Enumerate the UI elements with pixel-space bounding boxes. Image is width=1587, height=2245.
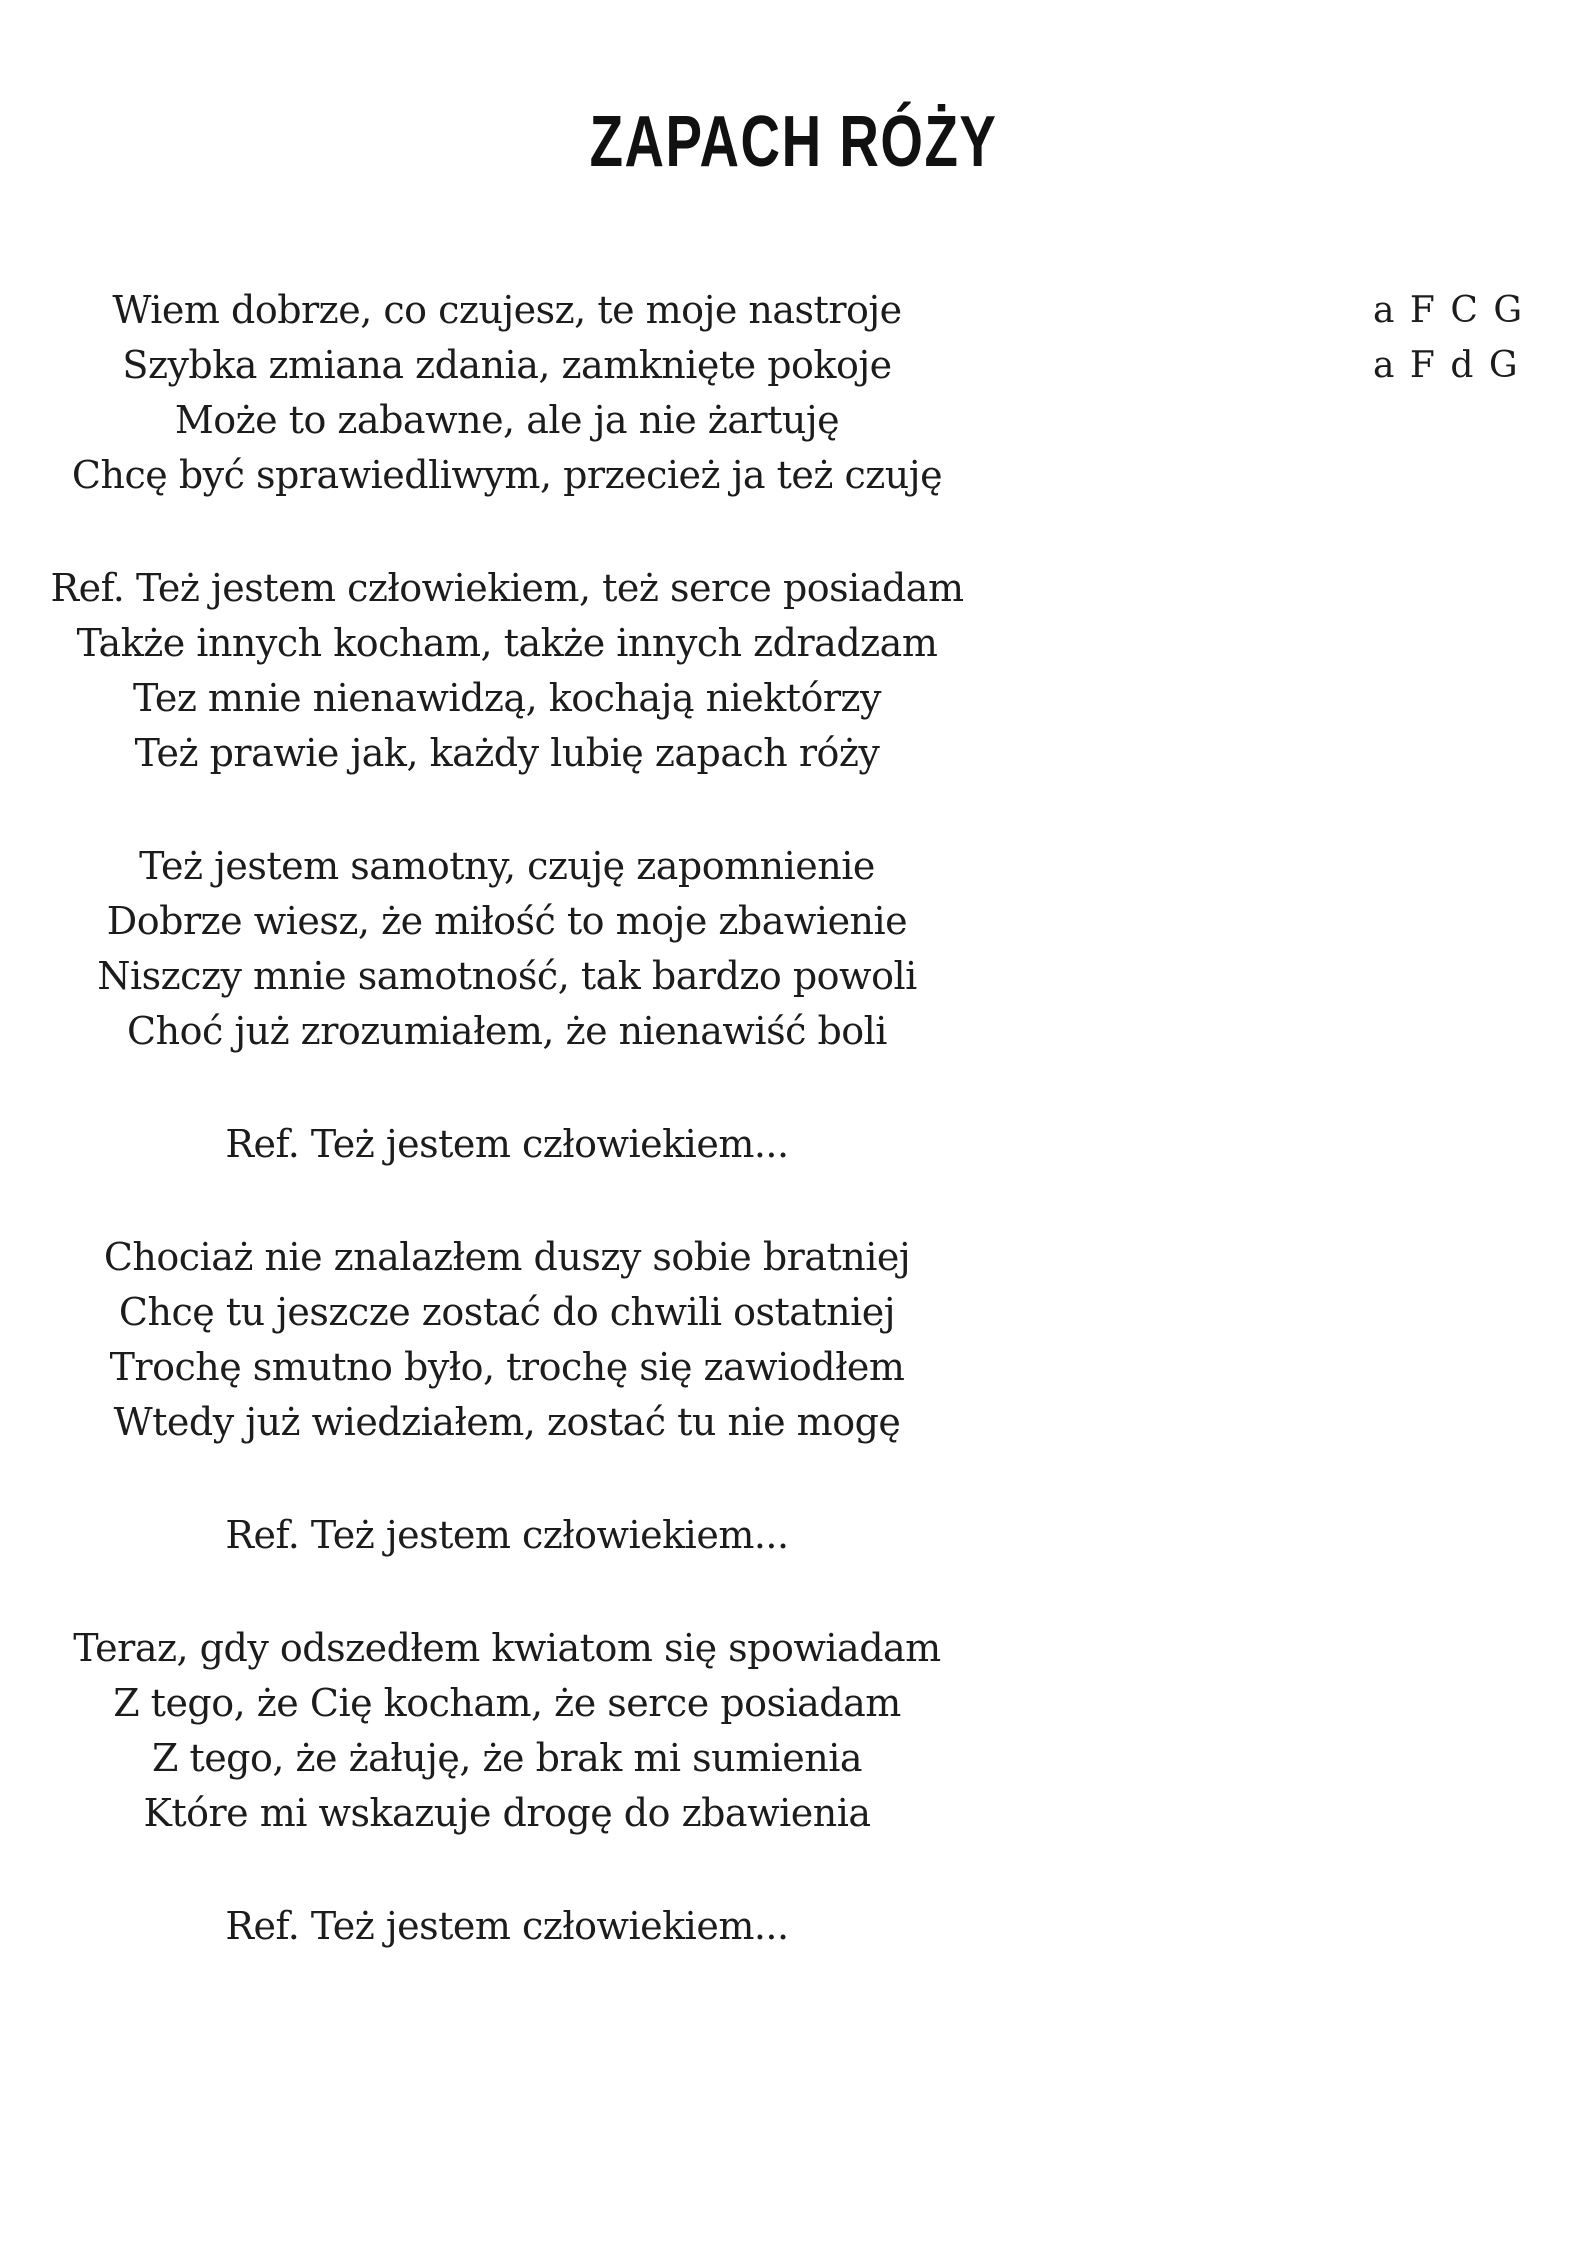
lyric-line: Choć już zrozumiałem, że nienawiść boli — [127, 1009, 887, 1053]
stanza-verse-3 — [0, 1230, 1014, 1450]
lyrics-body — [0, 283, 1014, 2012]
lyric-line: Ref. Też jestem człowiekiem... — [225, 1513, 789, 1557]
chord-line: a F C G — [1373, 290, 1525, 331]
lyric-line: Chcę tu jeszcze zostać do chwili ostatniej — [118, 1290, 896, 1334]
lyric-line: Szybka zmiana zdania, zamknięte pokoje — [122, 343, 892, 387]
stanza-verse-2 — [0, 839, 1014, 1059]
chord-line: a F d G — [1373, 345, 1520, 386]
lyric-line: Teraz, gdy odszedłem kwiatom się spowiadam — [73, 1626, 941, 1670]
lyric-line: Z tego, że Cię kocham, że serce posiadam — [113, 1681, 901, 1725]
lyric-line: Wtedy już wiedziałem, zostać tu nie mogę — [113, 1400, 901, 1444]
lyric-line: Które mi wskazuje drogę do zbawienia — [143, 1791, 871, 1835]
song-title: ZAPACH RÓŻY — [589, 102, 998, 182]
lyric-line: Niszczy mnie samotność, tak bardzo powoli — [97, 954, 917, 998]
lyric-line: Może to zabawne, ale ja nie żartuję — [174, 398, 840, 442]
stanza-verse-4 — [0, 1621, 1014, 1841]
lyric-line: Ref. Też jestem człowiekiem... — [225, 1904, 789, 1948]
lyric-line: Dobrze wiesz, że miłość to moje zbawienie — [106, 899, 908, 943]
lyric-line: Też prawie jak, każdy lubię zapach róży — [134, 731, 880, 775]
lyric-line: Trochę smutno było, trochę się zawiodłem — [109, 1345, 905, 1389]
stanza-refrain — [0, 561, 1014, 781]
lyric-line: Ref. Też jestem człowiekiem... — [225, 1122, 789, 1166]
stanza-refrain-short-1 — [0, 1117, 1014, 1172]
stanza-verse-1 — [0, 283, 1014, 503]
lyric-line: Z tego, że żałuję, że brak mi sumienia — [151, 1736, 863, 1780]
lyric-line: Chociaż nie znalazłem duszy sobie bratniej — [103, 1235, 911, 1279]
chords-column — [1373, 283, 1524, 393]
stanza-refrain-short-2 — [0, 1508, 1014, 1563]
lyric-line: Też jestem samotny, czuję zapomnienie — [139, 844, 875, 888]
lyric-line: Ref. Też jestem człowiekiem, też serce posiadam — [50, 566, 964, 610]
lyric-line: Wiem dobrze, co czujesz, te moje nastroje — [112, 288, 902, 332]
lyric-line: Także innych kocham, także innych zdradzam — [76, 621, 938, 665]
lyric-line: Chcę być sprawiedliwym, przecież ja też czuję — [71, 453, 943, 497]
stanza-refrain-short-3 — [0, 1899, 1014, 1954]
lyric-line: Tez mnie nienawidzą, kochają niektórzy — [132, 676, 882, 720]
